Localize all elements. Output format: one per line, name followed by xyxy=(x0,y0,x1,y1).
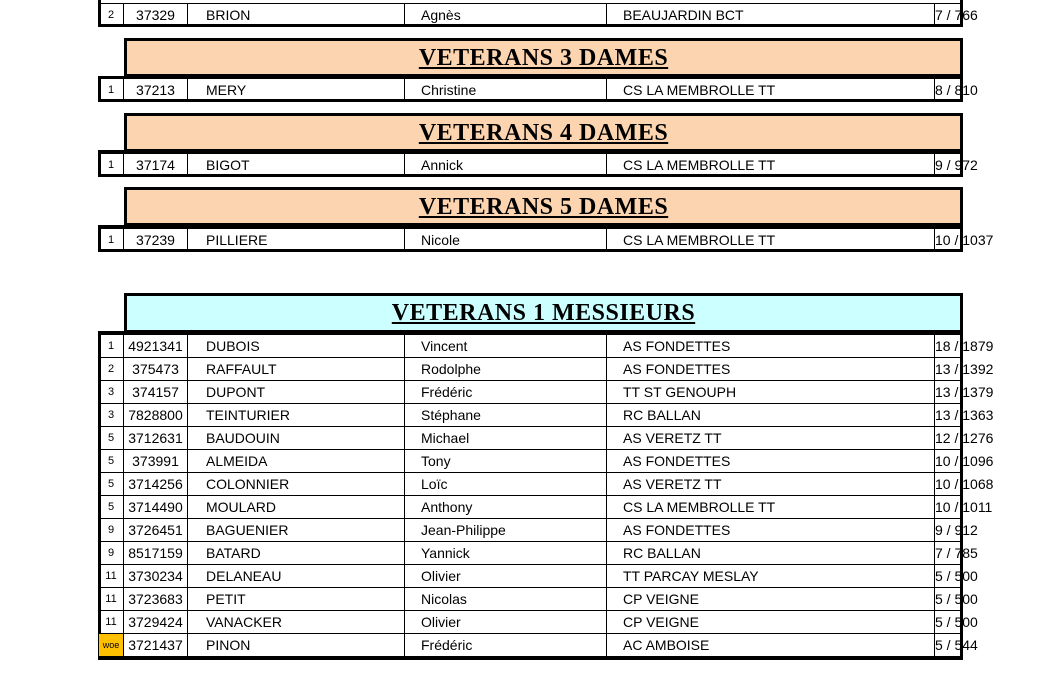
table-row xyxy=(99,4,963,26)
points-cell: 13 / 1363 xyxy=(935,404,963,427)
rank-cell: 1 xyxy=(99,335,124,358)
prenom-cell: Frédéric xyxy=(405,381,607,404)
prenom-cell: Vincent xyxy=(405,335,607,358)
club-cell: CP VEIGNE xyxy=(607,611,935,634)
nom-cell: BAGUENIER xyxy=(188,519,405,542)
rank-cell: 9 xyxy=(99,542,124,565)
nom-cell: BIGOT xyxy=(188,154,405,176)
licence-cell: 373991 xyxy=(124,450,188,473)
table-row xyxy=(99,404,963,427)
nom-cell: COLONNIER xyxy=(188,473,405,496)
section-title-veterans-3-dames: VETERANS 3 DAMES xyxy=(124,38,963,77)
licence-cell: 3714256 xyxy=(124,473,188,496)
licence-cell: 3723683 xyxy=(124,588,188,611)
points-cell: 5 / 500 xyxy=(935,588,963,611)
top-row-table xyxy=(98,3,978,26)
prenom-cell: Loïc xyxy=(405,473,607,496)
prenom-cell: Michael xyxy=(405,427,607,450)
club-cell: AC AMBOISE xyxy=(607,634,935,657)
nom-cell: PETIT xyxy=(188,588,405,611)
rank-cell: 5 xyxy=(99,496,124,519)
rank-cell: 11 xyxy=(99,611,124,634)
club-cell: AS FONDETTES xyxy=(607,358,935,381)
club-cell: AS FONDETTES xyxy=(607,335,935,358)
club-cell: AS VERETZ TT xyxy=(607,427,935,450)
points-cell: 12 / 1276 xyxy=(935,427,963,450)
nom-cell: MOULARD xyxy=(188,496,405,519)
points-cell: 18 / 1879 xyxy=(935,335,963,358)
licence-cell: 375473 xyxy=(124,358,188,381)
nom-cell: DUBOIS xyxy=(188,335,405,358)
licence-cell: 3721437 xyxy=(124,634,188,657)
licence-cell: 3726451 xyxy=(124,519,188,542)
club-cell: CS LA MEMBROLLE TT xyxy=(607,496,935,519)
prenom-cell: Agnès xyxy=(405,4,607,26)
prenom-cell: Olivier xyxy=(405,565,607,588)
points-cell: 10 / 1068 xyxy=(935,473,963,496)
nom-cell: TEINTURIER xyxy=(188,404,405,427)
nom-cell: DELANEAU xyxy=(188,565,405,588)
club-cell: TT PARCAY MESLAY xyxy=(607,565,935,588)
nom-cell: PILLIERE xyxy=(188,229,405,251)
points-cell: 10 / 1096 xyxy=(935,450,963,473)
licence-cell: 3714490 xyxy=(124,496,188,519)
rank-cell: 1 xyxy=(99,154,124,176)
licence-cell: 3730234 xyxy=(124,565,188,588)
table-row xyxy=(99,335,963,358)
veterans-3-dames-table xyxy=(98,78,978,101)
licence-cell: 37239 xyxy=(124,229,188,251)
table-row xyxy=(99,381,963,404)
rank-cell: 3 xyxy=(99,404,124,427)
nom-cell: BATARD xyxy=(188,542,405,565)
table-row xyxy=(99,358,963,381)
points-cell: 5 / 500 xyxy=(935,611,963,634)
licence-cell: 4921341 xyxy=(124,335,188,358)
rank-cell: 1 xyxy=(99,229,124,251)
prenom-cell: Frédéric xyxy=(405,634,607,657)
rank-cell: 5 xyxy=(99,473,124,496)
section-title-veterans-5-dames: VETERANS 5 DAMES xyxy=(124,187,963,226)
points-cell: 10 / 1011 xyxy=(935,496,963,519)
veterans-5-dames-table xyxy=(98,228,994,251)
table-row xyxy=(99,427,963,450)
licence-cell: 3712631 xyxy=(124,427,188,450)
prenom-cell: Yannick xyxy=(405,542,607,565)
prenom-cell: Stéphane xyxy=(405,404,607,427)
rank-cell: 5 xyxy=(99,427,124,450)
section-title-veterans-4-dames: VETERANS 4 DAMES xyxy=(124,113,963,152)
licence-cell: 37174 xyxy=(124,154,188,176)
club-cell: RC BALLAN xyxy=(607,542,935,565)
points-cell: 13 / 1379 xyxy=(935,381,963,404)
table-row xyxy=(99,496,963,519)
licence-cell: 8517159 xyxy=(124,542,188,565)
points-cell: 9 / 972 xyxy=(935,154,963,176)
table-row xyxy=(99,611,963,634)
prenom-cell: Christine xyxy=(405,79,607,101)
prenom-cell: Nicole xyxy=(405,229,607,251)
nom-cell: BAUDOUIN xyxy=(188,427,405,450)
club-cell: RC BALLAN xyxy=(607,404,935,427)
table-row xyxy=(99,565,963,588)
points-cell: 7 / 766 xyxy=(935,4,963,26)
points-cell: 5 / 500 xyxy=(935,565,963,588)
rank-cell: 5 xyxy=(99,450,124,473)
club-cell: AS FONDETTES xyxy=(607,450,935,473)
rank-cell: 3 xyxy=(99,381,124,404)
prenom-cell: Rodolphe xyxy=(405,358,607,381)
rank-cell: 1 xyxy=(99,79,124,101)
veterans-1-messieurs-table xyxy=(98,334,994,657)
points-cell: 5 / 544 xyxy=(935,634,963,657)
nom-cell: ALMEIDA xyxy=(188,450,405,473)
licence-cell: 3729424 xyxy=(124,611,188,634)
table-row xyxy=(99,79,963,101)
club-cell: CS LA MEMBROLLE TT xyxy=(607,229,935,251)
licence-cell: 7828800 xyxy=(124,404,188,427)
table-row xyxy=(99,634,963,657)
club-cell: TT ST GENOUPH xyxy=(607,381,935,404)
points-cell: 7 / 785 xyxy=(935,542,963,565)
licence-cell: 37329 xyxy=(124,4,188,26)
licence-cell: 37213 xyxy=(124,79,188,101)
nom-cell: DUPONT xyxy=(188,381,405,404)
nom-cell: RAFFAULT xyxy=(188,358,405,381)
veterans-4-dames-table xyxy=(98,153,978,176)
prenom-cell: Jean-Philippe xyxy=(405,519,607,542)
rank-cell: 9 xyxy=(99,519,124,542)
club-cell: CS LA MEMBROLLE TT xyxy=(607,79,935,101)
nom-cell: VANACKER xyxy=(188,611,405,634)
club-cell: BEAUJARDIN BCT xyxy=(607,4,935,26)
rank-cell: 11 xyxy=(99,565,124,588)
rank-cell: 2 xyxy=(99,358,124,381)
table-row xyxy=(99,229,963,251)
prenom-cell: Tony xyxy=(405,450,607,473)
table-row xyxy=(99,542,963,565)
points-cell: 8 / 810 xyxy=(935,79,963,101)
prenom-cell: Nicolas xyxy=(405,588,607,611)
licence-cell: 374157 xyxy=(124,381,188,404)
prenom-cell: Annick xyxy=(405,154,607,176)
nom-cell: BRION xyxy=(188,4,405,26)
club-cell: CP VEIGNE xyxy=(607,588,935,611)
rank-cell: woe xyxy=(99,634,124,657)
prenom-cell: Anthony xyxy=(405,496,607,519)
table-row xyxy=(99,519,963,542)
points-cell: 13 / 1392 xyxy=(935,358,963,381)
club-cell: AS VERETZ TT xyxy=(607,473,935,496)
club-cell: AS FONDETTES xyxy=(607,519,935,542)
table-row xyxy=(99,588,963,611)
points-cell: 10 / 1037 xyxy=(935,229,963,251)
nom-cell: PINON xyxy=(188,634,405,657)
rank-cell: 11 xyxy=(99,588,124,611)
table-row xyxy=(99,473,963,496)
rank-cell: 2 xyxy=(99,4,124,26)
points-cell: 9 / 912 xyxy=(935,519,963,542)
prenom-cell: Olivier xyxy=(405,611,607,634)
table-row xyxy=(99,154,963,176)
table-row xyxy=(99,450,963,473)
section-title-veterans-1-messieurs: VETERANS 1 MESSIEURS xyxy=(124,293,963,333)
nom-cell: MERY xyxy=(188,79,405,101)
club-cell: CS LA MEMBROLLE TT xyxy=(607,154,935,176)
